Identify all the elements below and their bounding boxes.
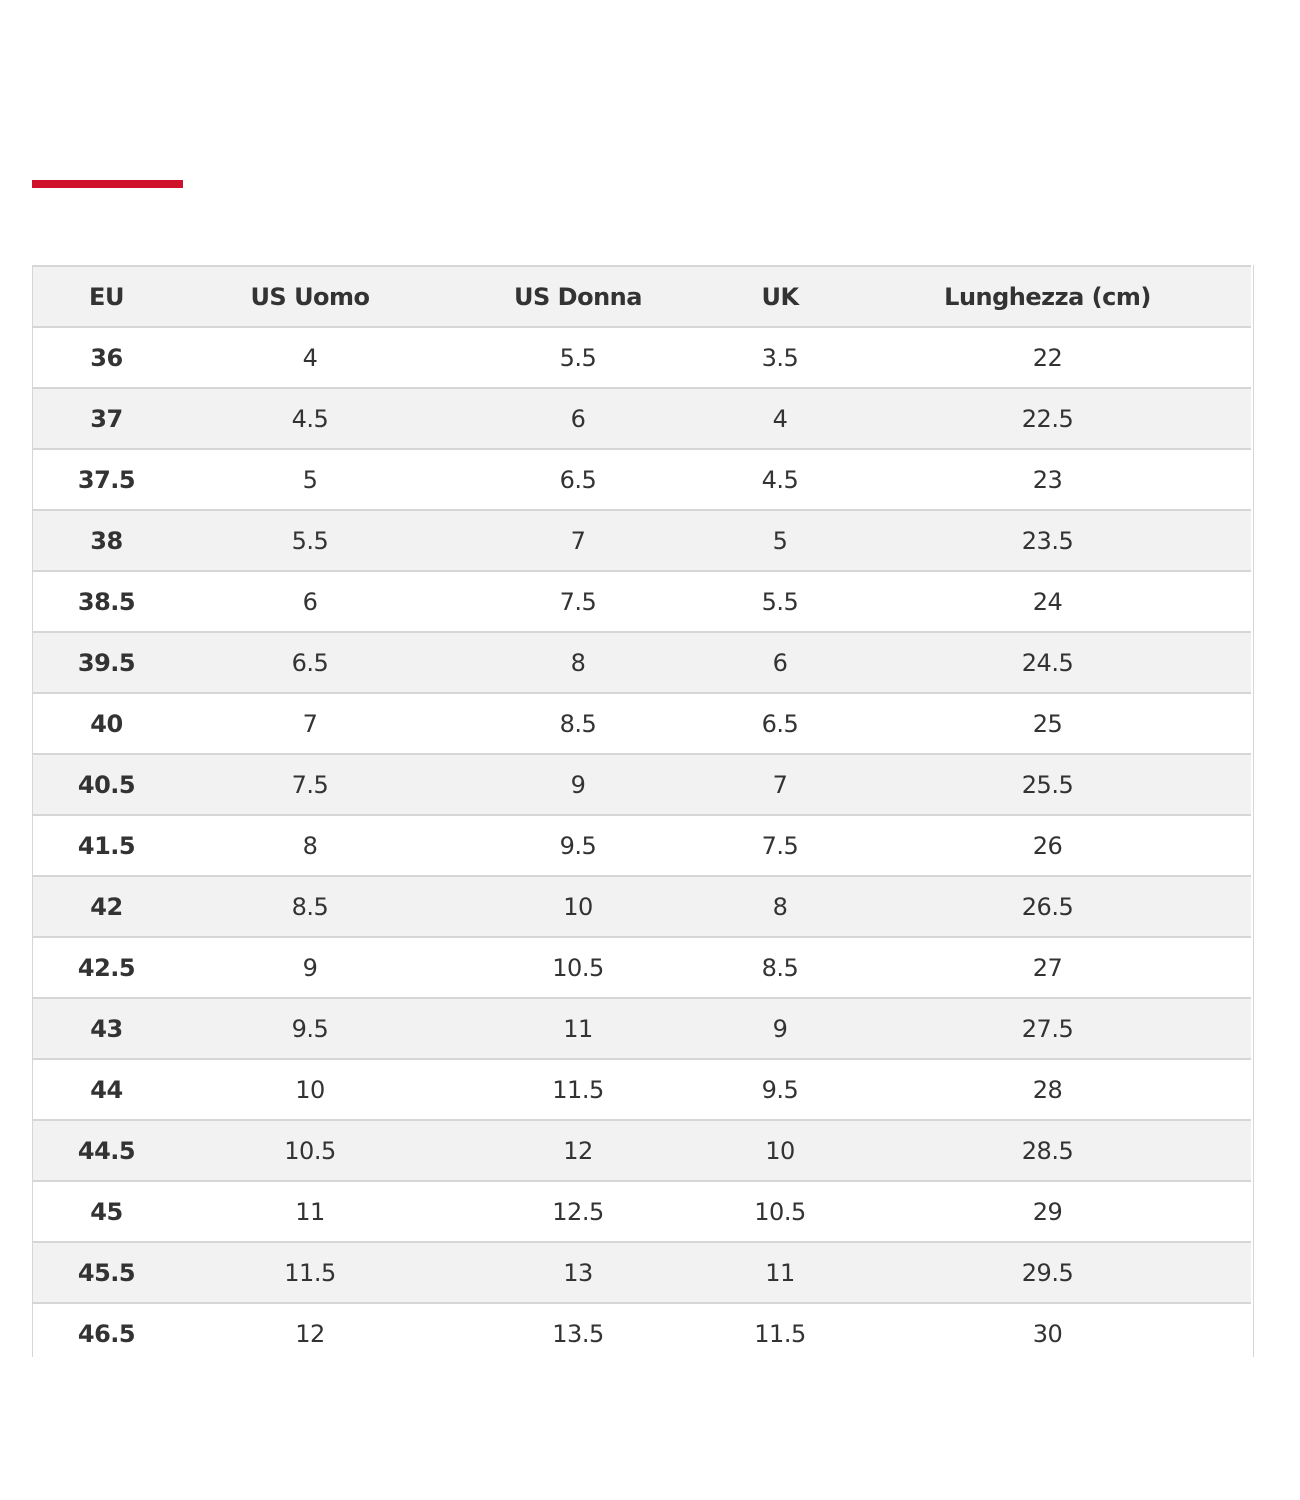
uk-cell: 9.5 — [716, 1059, 844, 1120]
us-women-cell: 8 — [440, 632, 716, 693]
eu-cell: 44 — [33, 1059, 180, 1120]
eu-cell: 37.5 — [33, 449, 180, 510]
uk-cell: 10 — [716, 1120, 844, 1181]
uk-cell: 5 — [716, 510, 844, 571]
header-length: Lunghezza (cm) — [844, 266, 1251, 327]
length-cell: 27.5 — [844, 998, 1251, 1059]
us-men-cell: 8.5 — [180, 876, 440, 937]
table-row — [33, 1303, 1251, 1357]
length-cell: 24 — [844, 571, 1251, 632]
header-eu: EU — [33, 266, 180, 327]
us-women-cell: 6 — [440, 388, 716, 449]
uk-cell: 10.5 — [716, 1181, 844, 1242]
us-women-cell: 13 — [440, 1242, 716, 1303]
us-men-cell: 7 — [180, 693, 440, 754]
table-row — [33, 937, 1251, 998]
length-cell: 28 — [844, 1059, 1251, 1120]
eu-cell: 38.5 — [33, 571, 180, 632]
eu-cell: 38 — [33, 510, 180, 571]
size-table — [33, 265, 1251, 1357]
uk-cell: 4.5 — [716, 449, 844, 510]
size-table-header — [33, 266, 1251, 327]
us-men-cell: 4.5 — [180, 388, 440, 449]
us-women-cell: 11 — [440, 998, 716, 1059]
uk-cell: 5.5 — [716, 571, 844, 632]
table-row — [33, 754, 1251, 815]
us-men-cell: 6 — [180, 571, 440, 632]
eu-cell: 39.5 — [33, 632, 180, 693]
uk-cell: 8.5 — [716, 937, 844, 998]
us-women-cell: 8.5 — [440, 693, 716, 754]
length-cell: 25.5 — [844, 754, 1251, 815]
eu-cell: 42.5 — [33, 937, 180, 998]
size-table-body — [33, 327, 1251, 1357]
uk-cell: 3.5 — [716, 327, 844, 388]
us-men-cell: 5.5 — [180, 510, 440, 571]
table-row — [33, 327, 1251, 388]
uk-cell: 11 — [716, 1242, 844, 1303]
header-uk: UK — [716, 266, 844, 327]
length-cell: 23 — [844, 449, 1251, 510]
uk-cell: 6.5 — [716, 693, 844, 754]
us-women-cell: 7.5 — [440, 571, 716, 632]
table-row — [33, 449, 1251, 510]
table-row — [33, 1120, 1251, 1181]
us-women-cell: 7 — [440, 510, 716, 571]
table-row — [33, 510, 1251, 571]
uk-cell: 8 — [716, 876, 844, 937]
uk-cell: 7.5 — [716, 815, 844, 876]
eu-cell: 44.5 — [33, 1120, 180, 1181]
eu-cell: 45 — [33, 1181, 180, 1242]
us-men-cell: 5 — [180, 449, 440, 510]
us-men-cell: 11 — [180, 1181, 440, 1242]
eu-cell: 40 — [33, 693, 180, 754]
table-row — [33, 1059, 1251, 1120]
us-men-cell: 7.5 — [180, 754, 440, 815]
table-row — [33, 632, 1251, 693]
header-row — [33, 266, 1251, 327]
eu-cell: 42 — [33, 876, 180, 937]
table-row — [33, 1242, 1251, 1303]
us-women-cell: 9.5 — [440, 815, 716, 876]
us-women-cell: 5.5 — [440, 327, 716, 388]
length-cell: 24.5 — [844, 632, 1251, 693]
eu-cell: 36 — [33, 327, 180, 388]
eu-cell: 40.5 — [33, 754, 180, 815]
us-women-cell: 10 — [440, 876, 716, 937]
uk-cell: 9 — [716, 998, 844, 1059]
eu-cell: 46.5 — [33, 1303, 180, 1357]
us-women-cell: 12 — [440, 1120, 716, 1181]
eu-cell: 37 — [33, 388, 180, 449]
us-men-cell: 9 — [180, 937, 440, 998]
us-women-cell: 12.5 — [440, 1181, 716, 1242]
eu-cell: 43 — [33, 998, 180, 1059]
table-row — [33, 815, 1251, 876]
uk-cell: 7 — [716, 754, 844, 815]
accent-bar — [32, 180, 183, 188]
length-cell: 25 — [844, 693, 1251, 754]
eu-cell: 45.5 — [33, 1242, 180, 1303]
table-row — [33, 876, 1251, 937]
us-men-cell: 12 — [180, 1303, 440, 1357]
length-cell: 28.5 — [844, 1120, 1251, 1181]
header-us-women: US Donna — [440, 266, 716, 327]
us-women-cell: 9 — [440, 754, 716, 815]
us-men-cell: 6.5 — [180, 632, 440, 693]
us-men-cell: 4 — [180, 327, 440, 388]
length-cell: 29.5 — [844, 1242, 1251, 1303]
table-row — [33, 1181, 1251, 1242]
us-women-cell: 6.5 — [440, 449, 716, 510]
uk-cell: 4 — [716, 388, 844, 449]
length-cell: 26 — [844, 815, 1251, 876]
table-row — [33, 693, 1251, 754]
us-men-cell: 9.5 — [180, 998, 440, 1059]
us-men-cell: 8 — [180, 815, 440, 876]
length-cell: 22 — [844, 327, 1251, 388]
uk-cell: 11.5 — [716, 1303, 844, 1357]
uk-cell: 6 — [716, 632, 844, 693]
length-cell: 26.5 — [844, 876, 1251, 937]
table-row — [33, 571, 1251, 632]
us-men-cell: 11.5 — [180, 1242, 440, 1303]
size-table-container[interactable] — [32, 265, 1254, 1357]
us-women-cell: 11.5 — [440, 1059, 716, 1120]
length-cell: 23.5 — [844, 510, 1251, 571]
us-women-cell: 10.5 — [440, 937, 716, 998]
us-men-cell: 10.5 — [180, 1120, 440, 1181]
table-row — [33, 998, 1251, 1059]
us-men-cell: 10 — [180, 1059, 440, 1120]
eu-cell: 41.5 — [33, 815, 180, 876]
length-cell: 22.5 — [844, 388, 1251, 449]
header-us-men: US Uomo — [180, 266, 440, 327]
length-cell: 29 — [844, 1181, 1251, 1242]
table-row — [33, 388, 1251, 449]
us-women-cell: 13.5 — [440, 1303, 716, 1357]
length-cell: 30 — [844, 1303, 1251, 1357]
length-cell: 27 — [844, 937, 1251, 998]
